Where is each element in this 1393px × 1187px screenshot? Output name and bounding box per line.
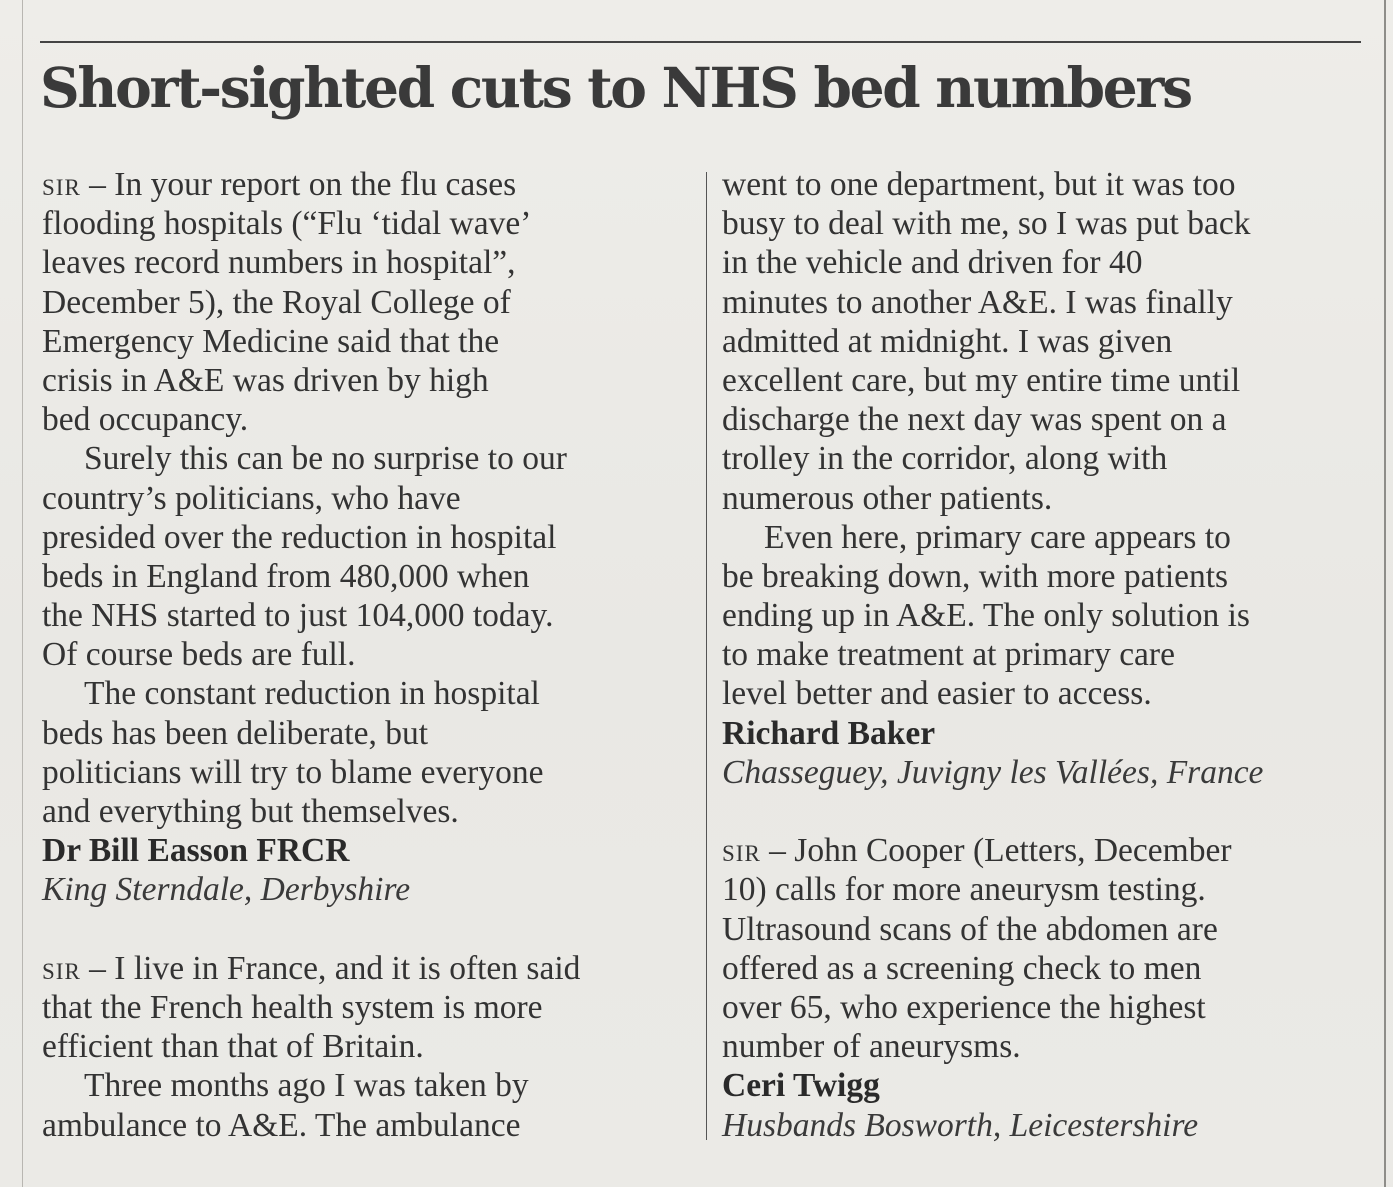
text-line: beds has been deliberate, but [42,714,429,752]
text-line: flooding hospitals (“Flu ‘tidal wave’ [42,205,532,243]
letter-separator [722,792,1362,831]
sir-salutation: sir [42,949,81,987]
letter-location: King Sterndale, Derbyshire [42,871,411,909]
letter-separator [42,910,690,949]
text-line: the NHS started to just 104,000 today. [42,597,554,635]
headline-top-rule [40,41,1361,43]
text-line: went to one department, but it was too [722,166,1236,203]
text-line: level better and easier to access. [722,675,1152,713]
text-line: discharge the next day was spent on a [722,401,1227,439]
letter-location: Chasseguey, Juvigny les Vallées, France [722,753,1264,791]
letter-opening-text: – In your report on the flu cases [80,166,517,203]
text-line: country’s politicians, who have [42,479,461,517]
text-line: bed occupancy. [42,401,249,439]
text-line: efficient than that of Britain. [42,1028,424,1066]
text-line: numerous other patients. [722,479,1053,517]
text-line: leaves record numbers in hospital”, [42,244,516,282]
text-line: ambulance to A&E. The ambulance [42,1106,521,1144]
text-line: trolley in the corridor, along with [722,440,1168,478]
sir-salutation: sir [722,832,761,870]
text-line: over 65, who experience the highest [722,988,1206,1026]
text-line: and everything but themselves. [42,793,459,830]
letter-opening-text: – John Cooper (Letters, December [760,832,1232,870]
text-line: number of aneurysms. [722,1028,1021,1066]
right-edge-rule [1384,0,1386,1187]
paragraph-first-line: Three months ago I was taken by [84,1067,529,1105]
text-line: presided over the reduction in hospital [42,518,557,556]
letter-signature: Richard Baker [722,714,936,752]
letter-opening-text: – I live in France, and it is often said [80,949,581,987]
text-line: that the French health system is more [42,988,543,1026]
paragraph-first-line: Surely this can be no surprise to our [84,440,567,478]
text-line: December 5), the Royal College of [42,283,511,321]
text-line: politicians will try to blame everyone [42,753,544,791]
text-line: in the vehicle and driven for 40 [722,244,1143,282]
text-line: Emergency Medicine said that the [42,322,500,360]
headline: Short-sighted cuts to NHS bed numbers [40,55,1191,120]
paragraph-first-line: Even here, primary care appears to [764,518,1231,556]
text-line: ending up in A&E. The only solution is [722,597,1250,635]
letters-column-left [42,165,690,1145]
text-line: admitted at midnight. I was given [722,322,1173,360]
text-line: excellent care, but my entire time until [722,361,1241,399]
text-line: minutes to another A&E. I was finally [722,283,1233,321]
left-edge-rule [22,0,23,1187]
text-line: 10) calls for more aneurysm testing. [722,871,1206,909]
text-line [722,831,1362,870]
text-line: Of course beds are full. [42,636,356,674]
text-line: busy to deal with me, so I was put back [722,205,1251,243]
letter-location: Husbands Bosworth, Leicestershire [722,1106,1199,1144]
text-line: offered as a screening check to men [722,949,1202,987]
text-line: to make treatment at primary care [722,636,1175,674]
text-line [42,165,690,204]
letters-column-right [722,165,1362,1145]
column-divider [706,172,707,1140]
paragraph-first-line: The constant reduction in hospital [84,675,540,713]
sir-salutation: sir [42,166,81,203]
text-line: beds in England from 480,000 when [42,557,530,595]
letter-signature: Dr Bill Easson FRCR [42,832,350,870]
text-line [42,949,690,988]
text-line: be breaking down, with more patients [722,557,1229,595]
text-line: Ultrasound scans of the abdomen are [722,910,1218,948]
text-line: crisis in A&E was driven by high [42,361,489,399]
letter-signature: Ceri Twigg [722,1067,880,1105]
